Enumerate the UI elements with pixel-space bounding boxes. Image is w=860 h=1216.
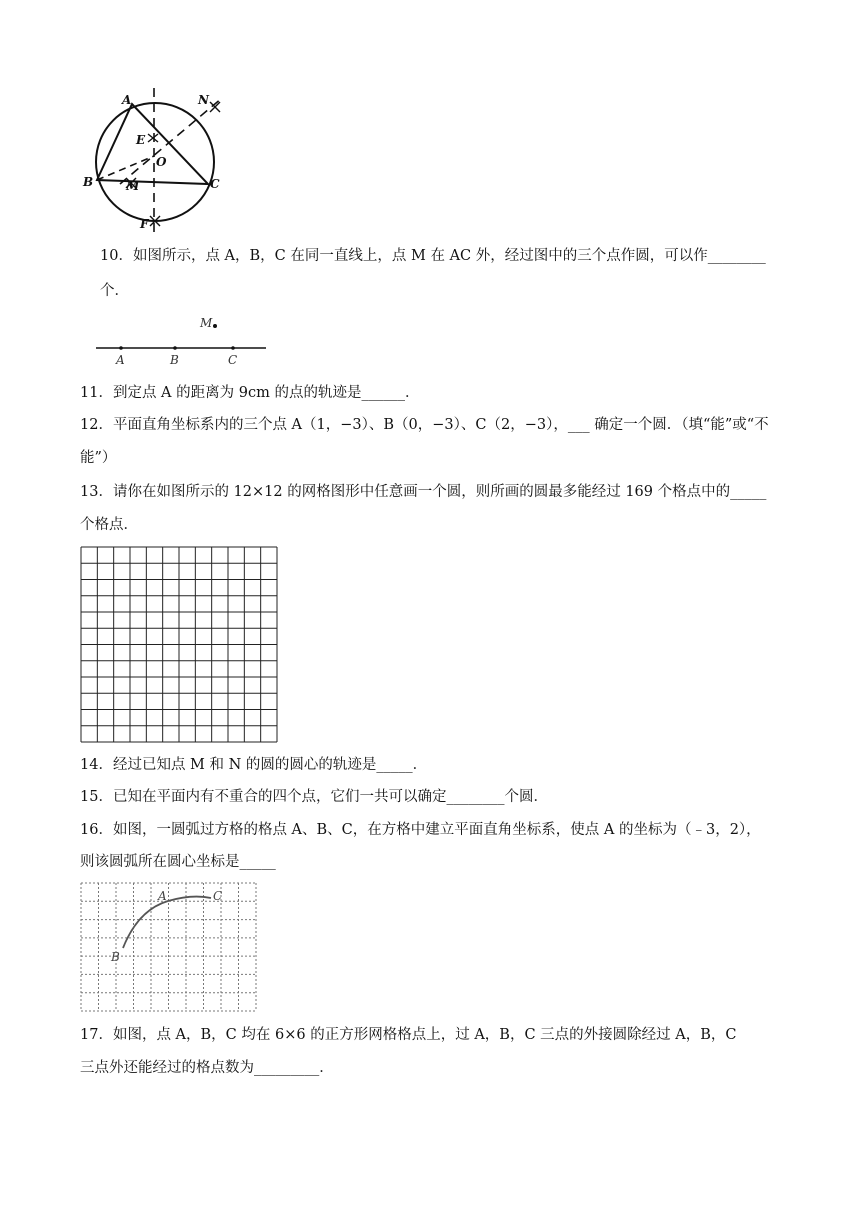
q16-label-b: B	[111, 950, 120, 964]
q10-line2: 个．	[100, 283, 129, 299]
q9-label-c: C	[210, 177, 220, 191]
q10-line1: 10．如图所示，点 A，B，C 在同一直线上，点 M 在 AC 外，经过图中的三个点作圆，可以作________	[100, 248, 766, 264]
q16-line2: 则该圆弧所在圆心坐标是_____	[80, 854, 276, 870]
q15-line1: 15．已知在平面内有不重合的四个点，它们一共可以确定________个圆．	[80, 789, 548, 805]
q9-label-n: N	[198, 93, 209, 107]
q10-label-a: A	[116, 353, 125, 366]
q13-grid-figure	[80, 546, 280, 744]
q16-line1: 16．如图，一圆弧过方格的格点 A、B、C，在方格中建立平面直角坐标系，使点 A 的坐标为（﹣3，2），	[80, 822, 761, 838]
q9-label-e: E	[136, 133, 146, 147]
q10-label-c: C	[228, 353, 238, 366]
q10-label-b: B	[170, 353, 179, 366]
q16-label-a: A	[158, 889, 167, 903]
q17-line2: 三点外还能经过的格点数为_________．	[80, 1060, 334, 1076]
q17-line1: 17．如图，点 A，B，C 均在 6×6 的正方形网格格点上，过 A，B，C 三点的外接圆除经过 A，B，C	[80, 1027, 737, 1043]
q9-label-a: A	[122, 93, 132, 107]
q10-label-m: M	[200, 316, 213, 330]
q9-label-m: M	[126, 179, 140, 193]
q9-figure	[82, 88, 242, 238]
q13-line2: 个格点．	[80, 517, 138, 533]
q12-line2: 能”）	[80, 450, 117, 466]
q12-line1: 12．平面直角坐标系内的三个点 A（1，−3）、B（0，−3）、C（2，−3），___ 确定一个圆．（填“能”或“不	[80, 417, 769, 433]
q13-line1: 13．请你在如图所示的 12×12 的网格图形中任意画一个圆，则所画的圆最多能经过 169 个格点中的_____	[80, 484, 767, 500]
q10-figure	[94, 314, 269, 366]
q14-line1: 14．经过已知点 M 和 N 的圆的圆心的轨迹是_____．	[80, 757, 428, 773]
q9-label-o: O	[156, 155, 167, 169]
q11-line1: 11．到定点 A 的距离为 9cm 的点的轨迹是______．	[80, 385, 420, 401]
q16-figure	[80, 882, 258, 1014]
q9-label-b: B	[83, 175, 94, 189]
q9-label-f: F	[140, 217, 149, 231]
q16-label-c: C	[213, 889, 223, 903]
